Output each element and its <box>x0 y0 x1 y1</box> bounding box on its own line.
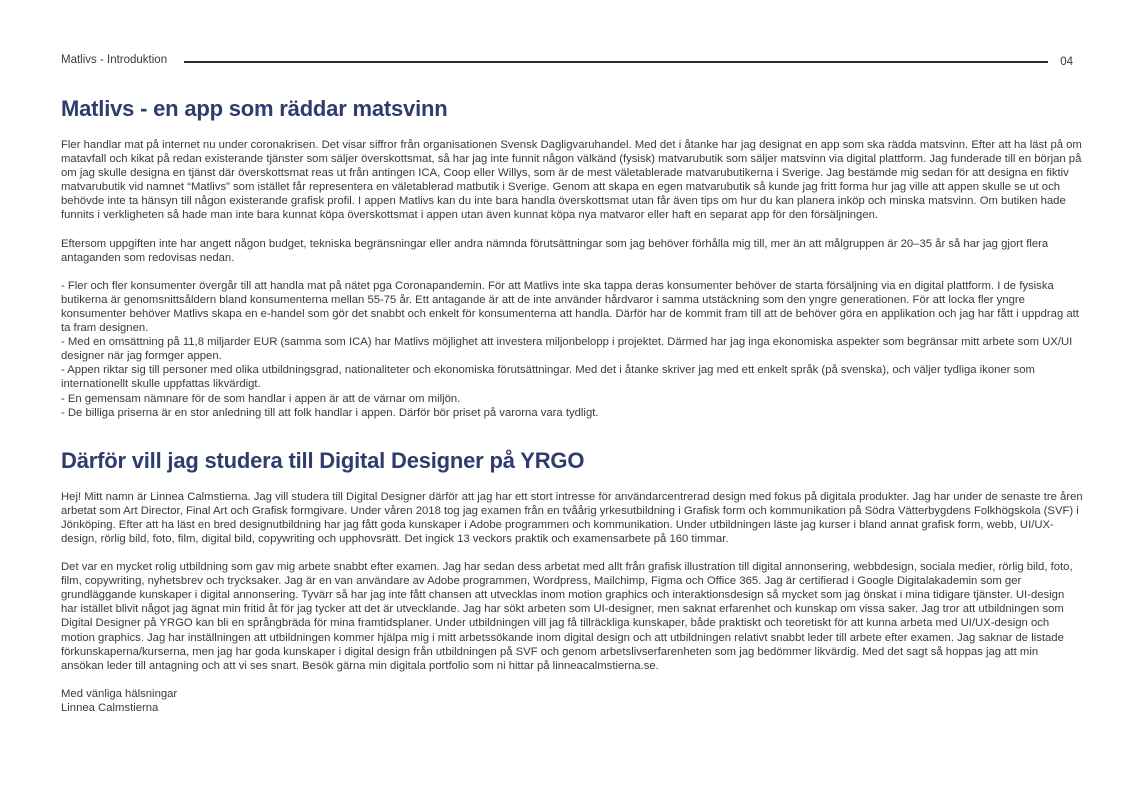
section-matlivs-intro <box>61 96 1083 420</box>
section-heading: Därför vill jag studera till Digital Designer på YRGO <box>61 447 585 473</box>
section-heading: Matlivs - en app som räddar matsvinn <box>61 96 448 121</box>
header-divider <box>184 61 1048 63</box>
list-item: - Appen riktar sig till personer med olika utbildningsgrad, nationaliteter och ekonomiska förutsättningar. Med det i åtanke skriver jag med ett enkelt språk (på svenska), och väljer tydliga ikoner som internationellt skulle uppfattas likvärdigt. <box>61 364 1035 391</box>
section-why-yrgo <box>61 448 1083 715</box>
page-header <box>61 54 1073 70</box>
list-item: - En gemensam nämnare för de som handlar i appen är att de värnar om miljön. <box>61 392 461 405</box>
header-title: Matlivs - Introduktion <box>61 54 168 66</box>
document-body <box>61 96 1083 715</box>
assumptions-list <box>61 279 1083 420</box>
signoff-name: Linnea Calmstierna <box>61 701 159 714</box>
assumptions-paragraph: Eftersom uppgiften inte har angett någon budget, tekniska begränsningar eller andra nämnda förutsättningar som jag behöver förhålla mig till, mer än att målgruppen är 20–35 år så har jag gjort flera antaganden som redovisas nedan. <box>61 237 1049 264</box>
page-number: 04 <box>1060 56 1073 68</box>
list-item: - Med en omsättning på 11,8 miljarder EUR (samma som ICA) har Matlivs möjlighet att investera miljonbelopp i projektet. Därmed har jag inga ekonomiska aspekter som begränsar mitt arbete som UX/UI designer när jag formger appen. <box>61 336 1073 363</box>
intro-paragraph: Fler handlar mat på internet nu under coronakrisen. Det visar siffror från organisationen Svensk Dagligvaruhandel. Med det i åtanke har jag designat en app som ska rädda matsvinn. Efter att ha läst på om matavfall och kikat på redan existerande tjänster som säljer överskottsmat, så har jag inte funnit någon välkänd (fysisk) matvarubutik som säljer matsvinn via digital plattform. Jag funderade till en början på om jag skulle designa en tjänst där överskottsmat reas ut från antingen ICA, Coop eller Willys, som är de mest väletablerade matvarubutikerna i Sverige. Jag bestämde mig sedan för att designa en fiktiv matvarubutik vid namnet “Matlivs” som istället får representera en väletablerad matbutik i Sverige. Genom att skapa en egen matvarubutik så kunde jag fritt forma hur jag ville att appen skulle se ut och behövde inte ta hänsyn till någon existerande grafisk profil. I appen Matlivs kan du inte bara handla överskottsmat utan får även tips om hur du kan planera inköp och minska matsvinn. Om butiken hade funnits i verkligheten så hade man inte bara kunnat köpa överskottsmat i appen utan även kunnat köpa nya matvaror eller haft en separat app för den försäljningen. <box>61 139 1082 222</box>
signoff <box>61 687 1083 715</box>
experience-paragraph: Det var en mycket rolig utbildning som gav mig arbete snabbt efter examen. Jag har sedan dess arbetat med allt från grafisk illustration till digital annonsering, webbdesign, sociala medier, rörlig bild, foto, film, copywriting, nyhetsbrev och trycksaker. Jag är en van användare av Adobe programmen, Wordpress, Mailchimp, Figma och Office 365. Jag är certifierad i Google Digitalakademin som ger grundläggande kunskaper i digital annonsering. Tyvärr så har jag inte fått chansen att utvecklas inom motion graphics och interaktionsdesign så mycket som jag önskat i mina tidigare tjänster. UI-design har istället blivit något jag ägnat min fritid åt för jag tycker att det är utvecklande. Jag har sökt arbeten som UI-designer, men saknat erfarenhet och kunskap om vissa saker. Jag tror att utbildningen som Digital Designer på YRGO kan bli en språngbräda för mina framtidsplaner. Under utbildningen vill jag få tillräckliga kunskaper, både praktiskt och teoretiskt för att kunna arbeta med UI/UX-design och motion graphics. Jag har inställningen att utbildningen kommer hjälpa mig i mitt arbetssökande inom digital design och att utbildningen relativt snabbt leder till arbete efter examen. Jag saknar de listade förkunskaperna/kurserna, men jag har goda kunskaper i digital design från utbildningen på SVF och genom arbetslivserfarenheten som jag bedömmer likvärdig. Med det sagt så hoppas jag att min ansökan leder till antagning och att vi ses snart. Besök gärna min digitala portfolio som ni hittar på linneacalmstierna.se. <box>61 561 1073 672</box>
list-item: - Fler och fler konsumenter övergår till att handla mat på nätet pga Coronapandemin. För att Matlivs inte ska tappa deras konsumenter behöver de starta försäljning via en digital plattform. I de fysiska butikerna är genomsnittsåldern bland konsumenterna mellan 55-75 år. Ett antagande är att de inte använder hårdvaror i samma utstäckning som den yngre generationen. För att locka fler yngre konsumenter behöver Matlivs skapa en e-handel som gör det snabbt och enkelt för konsumenterna att handla. Därför har de kommit fram till att de behöver göra en applikation och jag har fått i uppdrag att ta fram designen. <box>61 279 1079 335</box>
signoff-greeting: Med vänliga hälsningar <box>61 687 178 700</box>
motivation-paragraph: Hej! Mitt namn är Linnea Calmstierna. Jag vill studera till Digital Designer därför att jag har ett stort intresse för användarcentrerad design med fokus på digitala produkter. Jag har under de senaste tre åren arbetat som Art Director, Final Art och Grafisk formgivare. Under våren 2018 tog jag examen från en tvåårig yrkesutbildning i Grafisk form och kommunikation på Södra Vätterbygdens Folkhögskola (SVF) i Jönköping. Efter att ha läst en bred designutbildning har jag fått goda kunskaper i Adobe programmen och kommunikation. Under utbildningen läste jag kurser i bland annat grafisk form, webb, UI/UX-design, rörlig bild, foto, film, digital bild, copywriting och upphovsrätt. Det ingick 13 veckors praktik och examensarbete på 160 timmar. <box>61 490 1083 545</box>
list-item: - De billiga priserna är en stor anledning till att folk handlar i appen. Därför bör priset på varorna vara tydligt. <box>61 406 599 419</box>
